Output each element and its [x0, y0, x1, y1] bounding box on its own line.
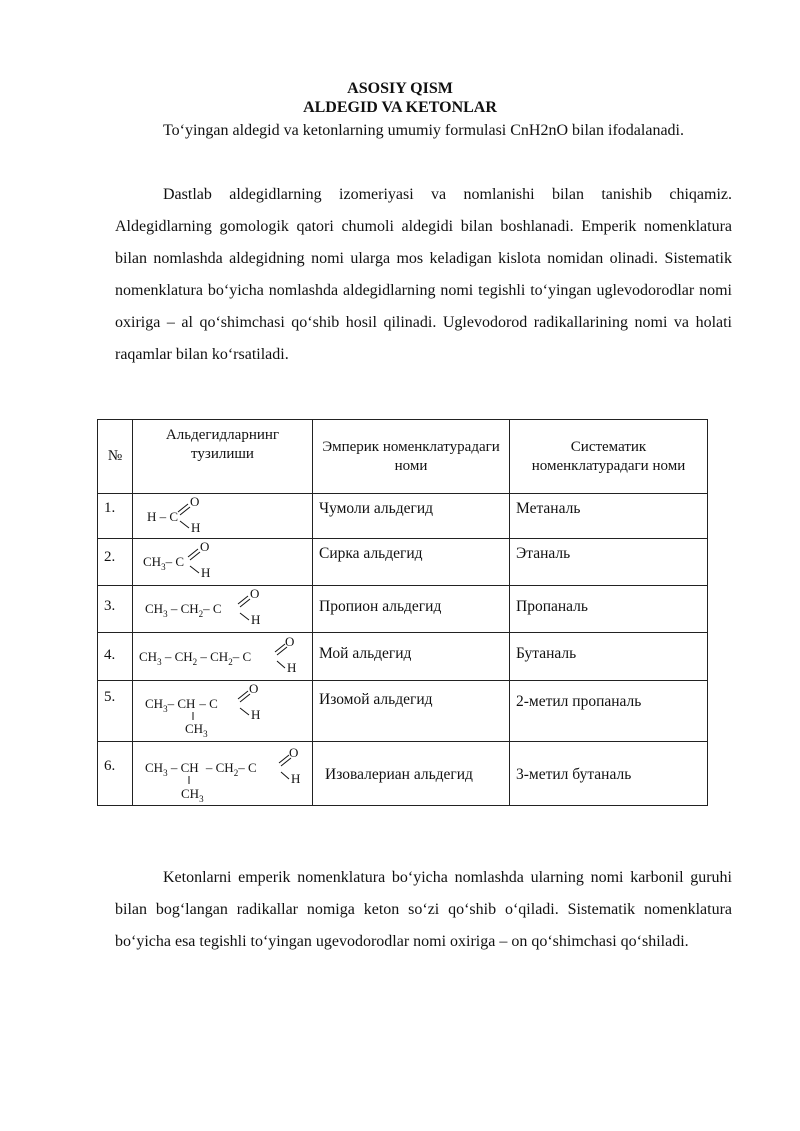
- svg-text:CH3 – CH2 – CH2– C: [139, 649, 251, 667]
- hydrogen-atom: H: [251, 707, 261, 722]
- paragraph-nomenclature: Dastlab aldegidlarning izomeriyasi va nomlanishi bilan tanishib chiqamiz. Aldegidlarning gomologik qatori chumoli aldegidi bilan boshlanadi. Emperik nomenklatura bilan nomlashda aldegidning nomi ularga mos keladigan kislota nomidan olinadi. Sistematik nomenklatura bo‘yicha nomlashda aldegidlarning nomi tegishli to‘yingan uglevodorodlar nomi oxiriga – al qo‘shimchasi qo‘shib hosil qilinadi. Uglevodorod radikallarining nomi va holati raqamlar bilan ko‘rsatiladi.: [115, 186, 732, 363]
- single-bond: [240, 708, 249, 715]
- formula-part: – CH: [167, 760, 199, 775]
- systematic-name: Метаналь: [510, 494, 708, 539]
- hydrogen-atom: H: [291, 771, 301, 786]
- formula-part: CH: [143, 554, 162, 569]
- formula-subscript: 3: [157, 657, 162, 667]
- section-title: ASOSIY QISM: [347, 80, 453, 97]
- formula-part: – CH: [161, 649, 193, 664]
- empirical-name: Пропион альдегид: [313, 586, 510, 633]
- row-number: 5.: [98, 681, 133, 742]
- formula-part: CH: [145, 696, 164, 711]
- formula-subscript: 3: [163, 704, 168, 714]
- oxygen-atom: O: [249, 681, 259, 696]
- empirical-name: Чумоли альдегид: [313, 494, 510, 539]
- formula-part: – C: [232, 649, 252, 664]
- empirical-name: Сирка альдегид: [313, 539, 510, 586]
- structural-formula: [133, 539, 311, 585]
- formula-subscript: 3: [163, 768, 168, 778]
- double-bond: [238, 596, 248, 604]
- formula-cell: [133, 633, 313, 681]
- systematic-name: 3-метил бутаналь: [510, 742, 708, 806]
- formula-part: – C: [165, 554, 184, 569]
- oxygen-atom: O: [250, 586, 260, 601]
- svg-text:CH3: [181, 786, 204, 804]
- chapter-title: ALDEGID VA KETONLAR: [303, 99, 497, 116]
- row-number: 4.: [98, 633, 133, 681]
- oxygen-atom: O: [190, 494, 200, 509]
- formula-main: H – C: [147, 509, 179, 524]
- formula-cell: [133, 586, 313, 633]
- formula-subscript: 3: [163, 609, 168, 619]
- double-bond: [180, 507, 190, 515]
- hydrogen-atom: H: [251, 612, 261, 627]
- header-systematic: Систематик номенклатурадаги номи: [510, 420, 708, 494]
- formula-subscript: 2: [228, 657, 233, 667]
- formula-part: – C: [238, 760, 257, 775]
- table-row: [98, 633, 708, 681]
- paragraph-ketones: Ketonlarni emperik nomenklatura bo‘yicha nomlashda ularning nomi karbonil guruhi bilan bog‘langan radikallar nomiga keton so‘zi qo‘shib o‘qiladi. Sistematik nomenklatura bo‘yicha esa tegishli to‘yingan ugevodorodlar nomi oxiriga – on qo‘shimchasi qo‘shiladi.: [115, 869, 732, 950]
- table-row: [98, 539, 708, 586]
- formula-part: – C: [203, 601, 222, 616]
- svg-text:CH3 – CH2– C: [145, 601, 222, 619]
- table-header-row: [98, 420, 708, 494]
- formula-part: – CH: [202, 760, 234, 775]
- double-bond: [188, 549, 198, 557]
- header-empirical: Эмперик номенклатурадаги номи: [313, 420, 510, 494]
- formula-cell: [133, 539, 313, 586]
- formula-subscript: 2: [198, 609, 204, 619]
- double-bond: [178, 504, 188, 512]
- systematic-name: Пропаналь: [510, 586, 708, 633]
- double-bond: [279, 755, 289, 763]
- single-bond: [281, 772, 289, 779]
- oxygen-atom: O: [200, 539, 210, 554]
- header-structure: Альдегидларнинг тузилиши: [133, 420, 313, 494]
- single-bond: [190, 566, 199, 573]
- branch-group: CH: [185, 721, 204, 736]
- header-number: №: [98, 420, 133, 494]
- single-bond: [277, 661, 285, 668]
- table-row: [98, 586, 708, 633]
- empirical-name: Изовалериан альдегид: [313, 742, 510, 806]
- structural-formula: [133, 586, 311, 632]
- branch-group: CH: [181, 786, 200, 801]
- row-number: 2.: [98, 539, 133, 586]
- formula-part: – CH: [167, 696, 196, 711]
- row-number: 6.: [98, 742, 133, 806]
- formula-part: – CH: [197, 649, 229, 664]
- oxygen-atom: O: [285, 634, 295, 649]
- double-bond: [238, 691, 248, 699]
- hydrogen-atom: H: [287, 660, 297, 675]
- formula-subscript: 3: [199, 794, 204, 804]
- paragraph-formula: To‘yingan aldegid va ketonlarning umumiy formulasi CnH2nO bilan ifodalanadi.: [163, 122, 684, 139]
- hydrogen-atom: H: [191, 520, 201, 535]
- oxygen-atom: O: [289, 745, 299, 760]
- formula-part: CH: [139, 649, 158, 664]
- structural-formula: [133, 742, 311, 805]
- structural-formula: [133, 633, 311, 680]
- formula-cell: [133, 681, 313, 742]
- table-row: [98, 742, 708, 806]
- formula-subscript: 2: [192, 657, 198, 667]
- table-row: [98, 494, 708, 539]
- row-number: 3.: [98, 586, 133, 633]
- formula-part: CH: [145, 601, 164, 616]
- systematic-name: Этаналь: [510, 539, 708, 586]
- aldehyde-table: [97, 419, 708, 806]
- structural-formula: [133, 681, 311, 741]
- formula-part: – C: [199, 696, 218, 711]
- formula-cell: [133, 494, 313, 539]
- svg-text:CH3– CH– C: [145, 696, 218, 714]
- empirical-name: Изомой альдегид: [313, 681, 510, 742]
- formula-subscript: 3: [203, 729, 208, 739]
- hydrogen-atom: H: [201, 565, 211, 580]
- row-number: 1.: [98, 494, 133, 539]
- svg-text:CH3 – CH – CH2– C: [145, 760, 257, 778]
- formula-subscript: 3: [161, 562, 166, 572]
- formula-part: – CH: [167, 601, 199, 616]
- systematic-name: 2-метил пропаналь: [510, 681, 708, 742]
- systematic-name: Бутаналь: [510, 633, 708, 681]
- formula-part: CH: [145, 760, 164, 775]
- table-row: [98, 681, 708, 742]
- single-bond: [180, 521, 189, 528]
- structural-formula: [133, 494, 311, 538]
- empirical-name: Мой альдегид: [313, 633, 510, 681]
- svg-text:CH3: [185, 721, 208, 739]
- double-bond: [190, 552, 200, 560]
- double-bond: [275, 644, 285, 652]
- formula-subscript: 2: [233, 768, 239, 778]
- formula-cell: [133, 742, 313, 806]
- svg-text:CH3– C: [143, 554, 184, 572]
- single-bond: [240, 613, 249, 620]
- double-bond: [240, 599, 250, 607]
